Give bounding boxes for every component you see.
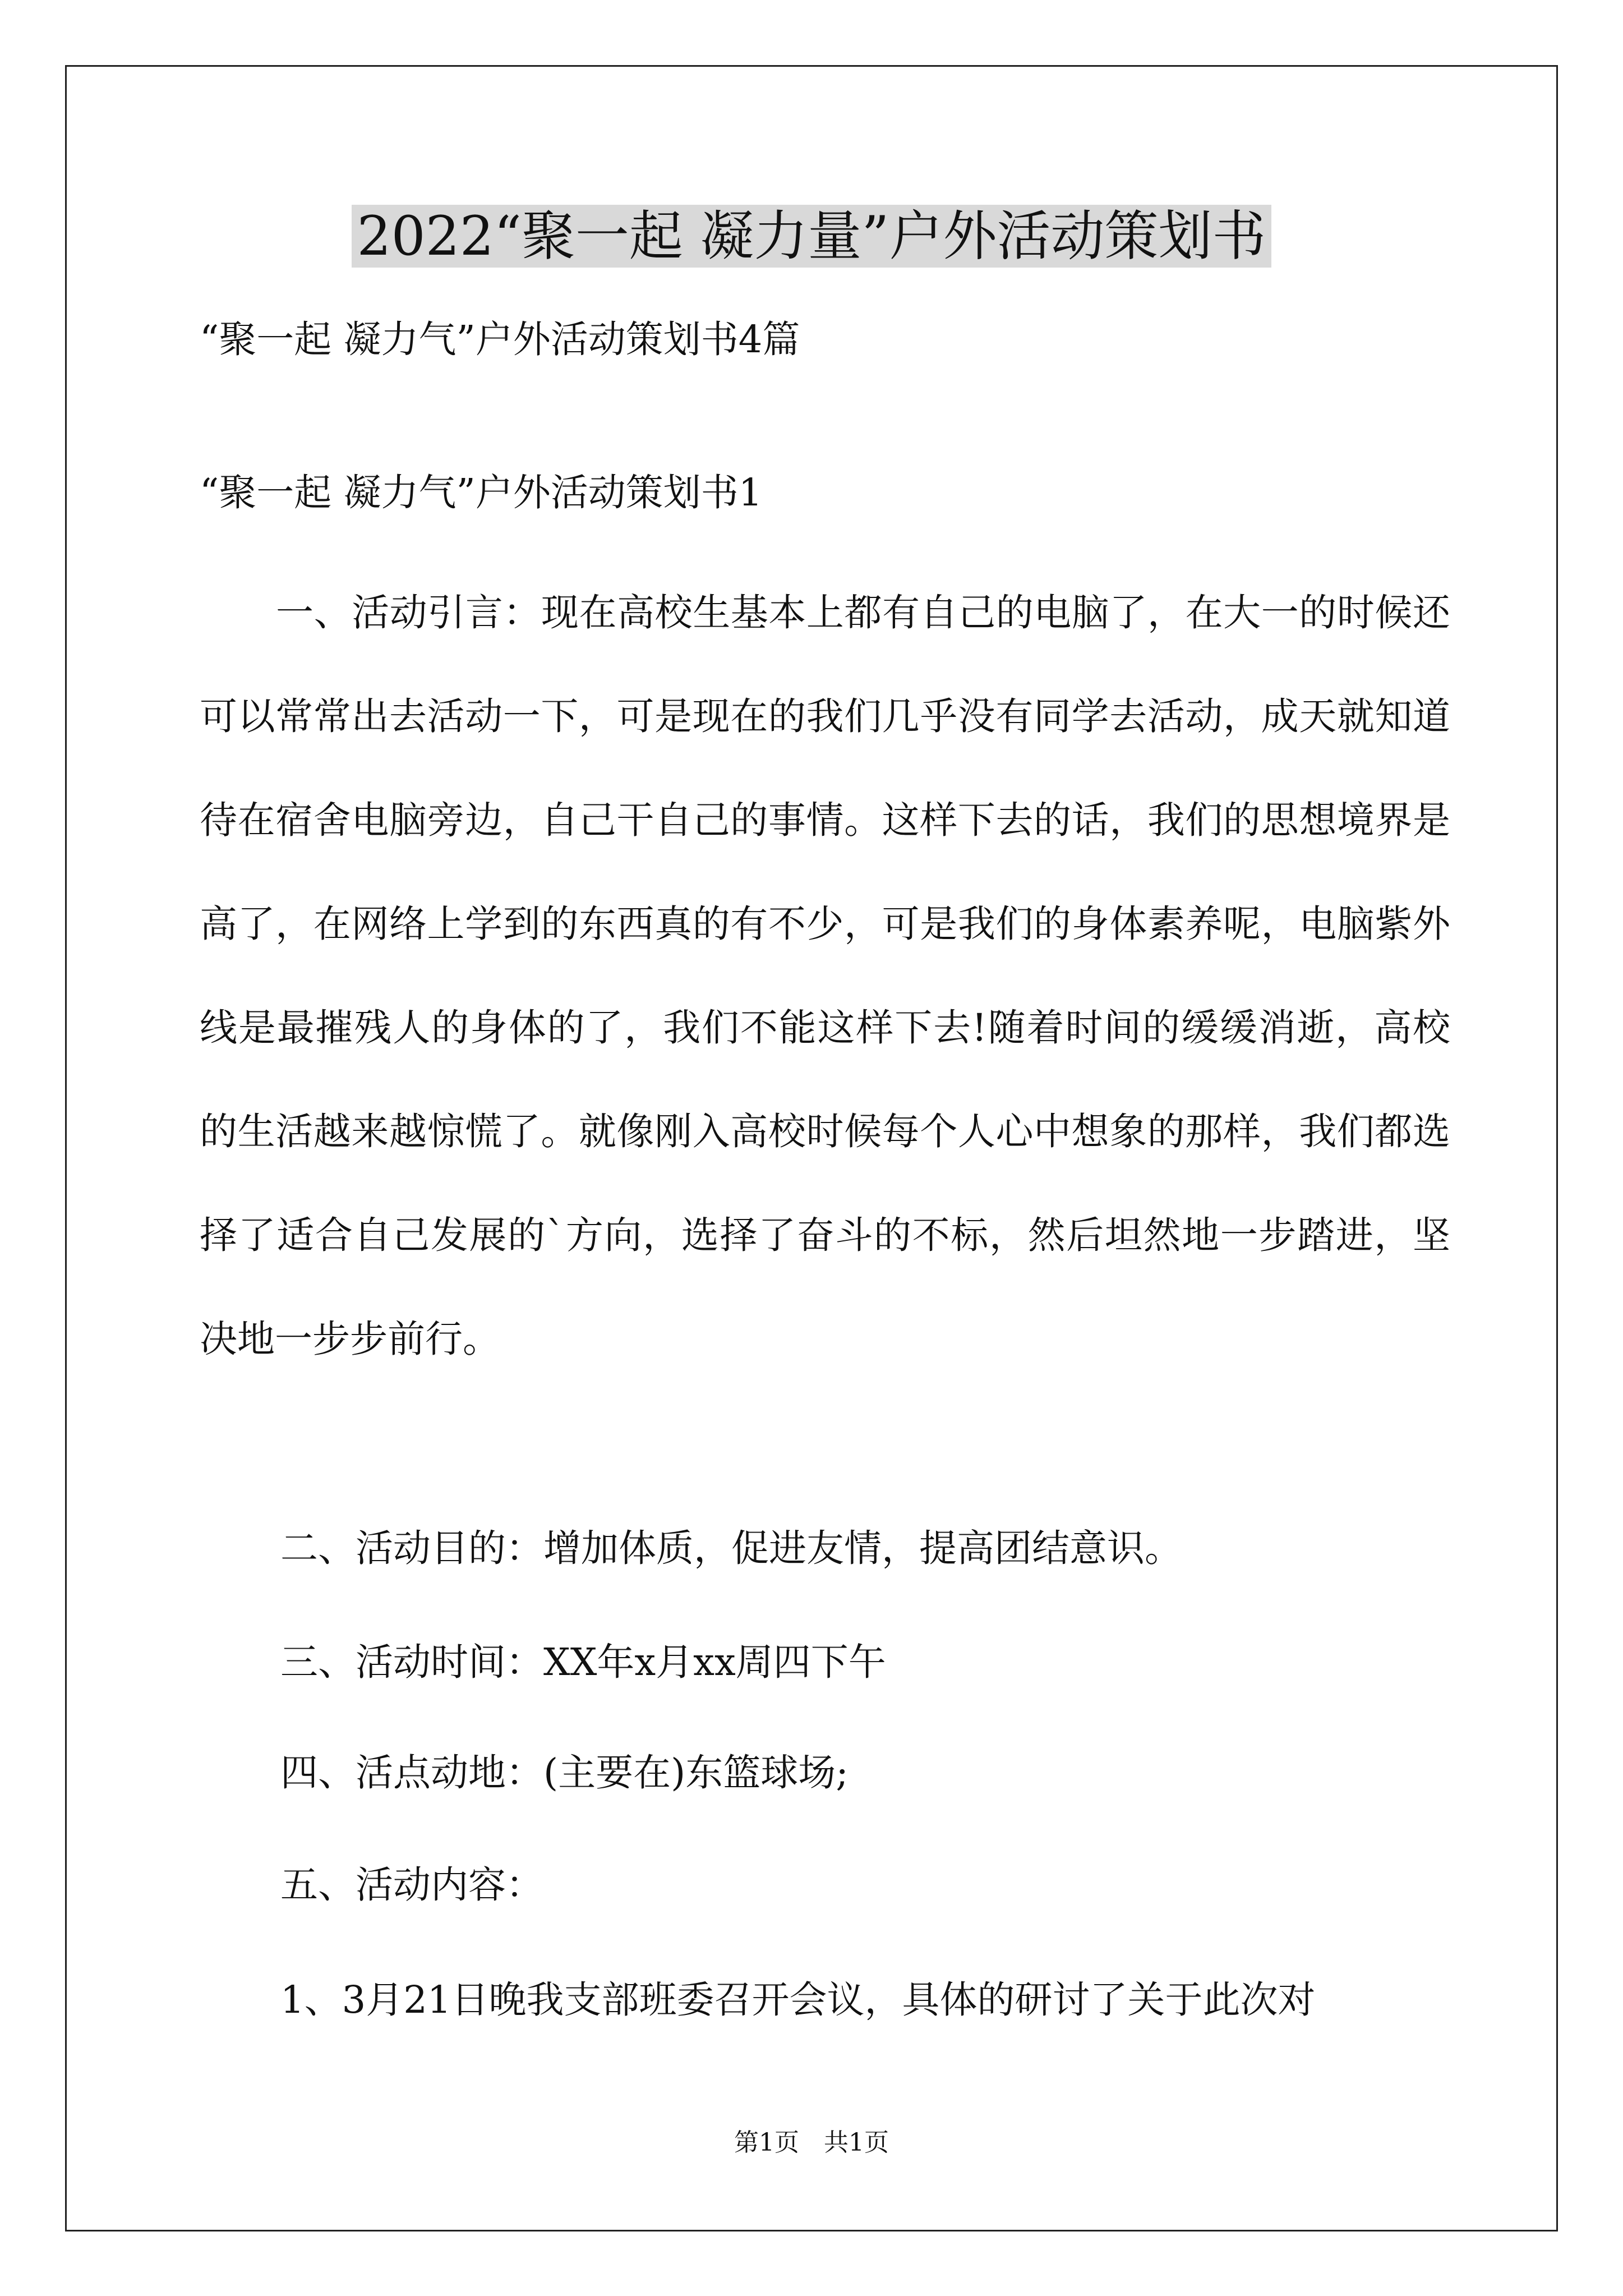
section-location: 四、活点动地：(主要在)东篮球场; bbox=[280, 1751, 849, 1795]
page-footer: 第1页 共1页 bbox=[734, 2128, 889, 2157]
intro-paragraph: 一、活动引言：现在高校生基本上都有自己的电脑了，在大一的时候还可以常常出去活动一下，可是现在的我们几乎没有同学去活动，成天就知道待在宿舍电脑旁边，自己干自己的事情。这样下去的话，我们的思想境界是高了，在网络上学到的东西真的有不少，可是我们的身体素养呢，电脑紫外线是最摧残人的身体的了，我们不能这样下去!随着时间的缓缓消逝，高校的生活越来越惊慌了。就像刚入高校时候每个人心中想象的那样，我们都选择了适合自己发展的`方向，选择了奋斗的不标，然后坦然地一步踏进，坚决地一步步前行。 bbox=[200, 591, 1450, 1361]
section-content: 五、活动内容： bbox=[280, 1863, 543, 1907]
subtitle-part-1: “聚一起 凝力气”户外活动策划书1 bbox=[200, 471, 763, 514]
section-time: 三、活动时间：XX年x月xx周四下午 bbox=[280, 1640, 886, 1684]
content-item-1: 1、3月21日晚我支部班委召开会议，具体的研讨了关于此次对 bbox=[280, 1978, 1316, 2022]
section-objective: 二、活动目的：增加体质，促进友情，提高团结意识。 bbox=[280, 1526, 1182, 1570]
subtitle-collection: “聚一起 凝力气”户外活动策划书4篇 bbox=[200, 318, 800, 361]
document-title-text: 2022“聚一起 凝力量”户外活动策划书 bbox=[352, 205, 1272, 268]
document-title bbox=[0, 200, 1623, 273]
